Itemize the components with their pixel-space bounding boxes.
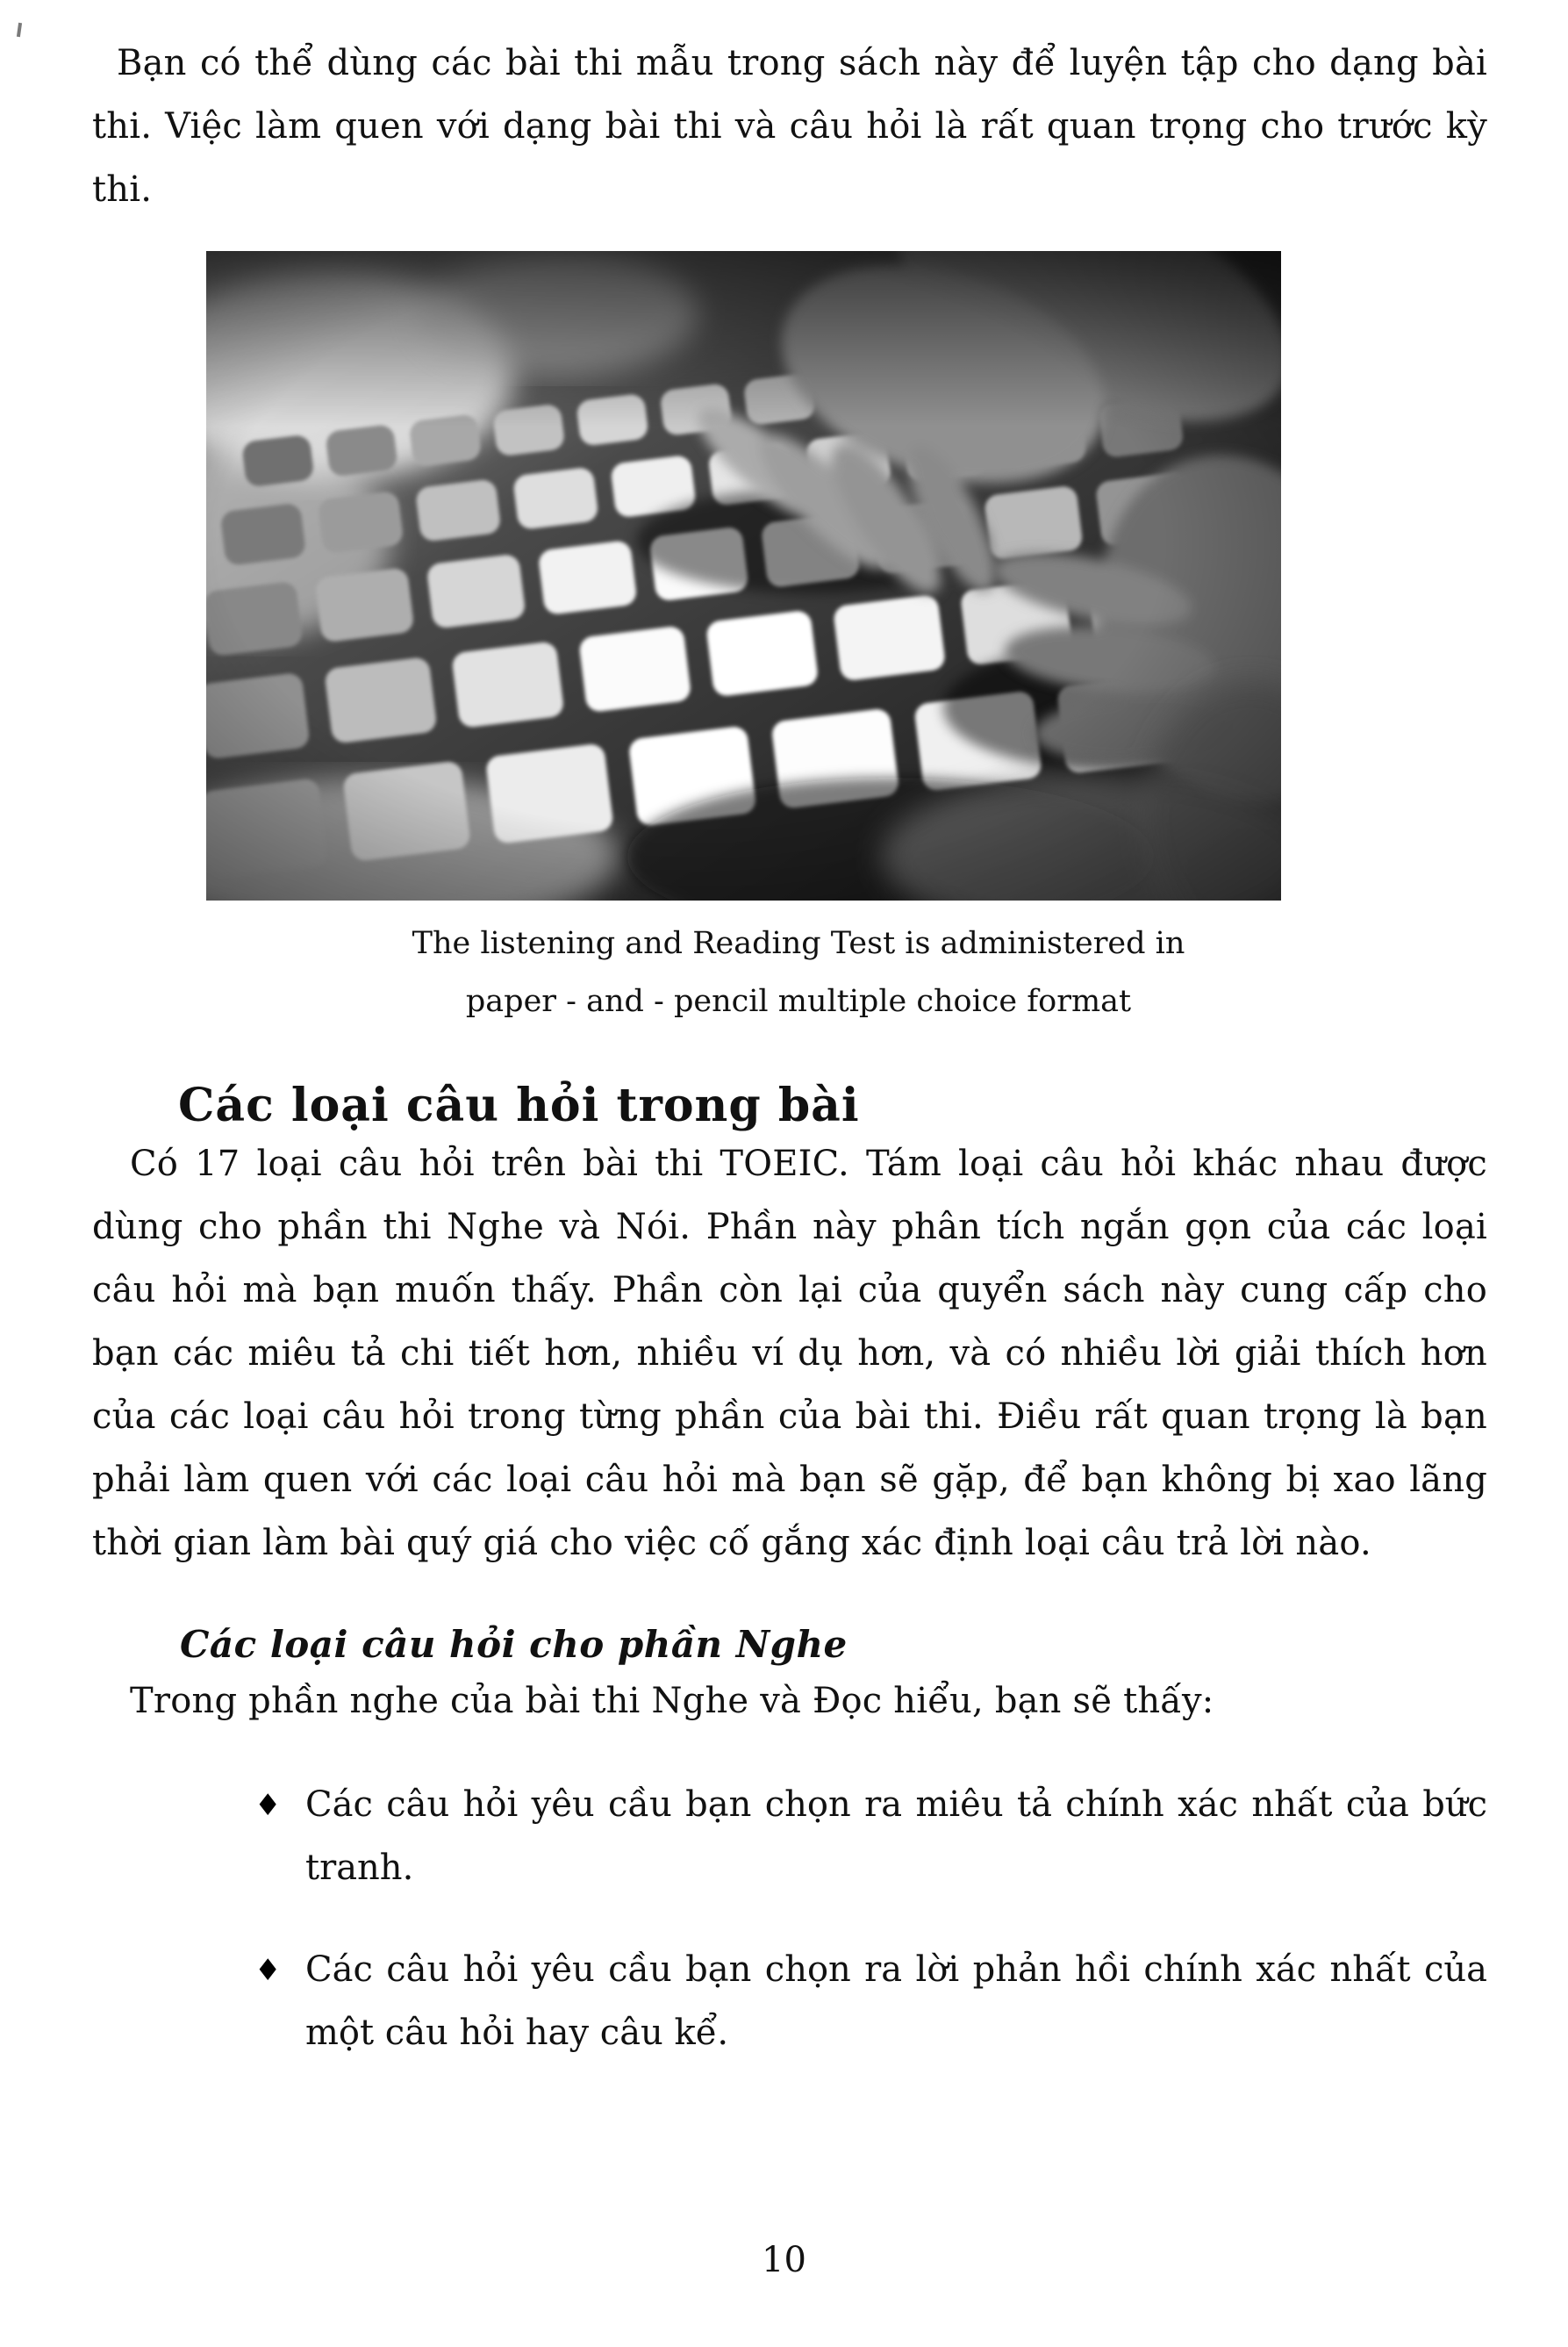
bullet-list bbox=[254, 1773, 1487, 2064]
diamond-bullet-icon: ♦ bbox=[254, 1953, 282, 1988]
keyboard-hands-photo bbox=[206, 251, 1281, 901]
list-item bbox=[254, 1938, 1487, 2064]
intro-paragraph: Bạn có thể dùng các bài thi mẫu trong sách này để luyện tập cho dạng bài thi. Việc làm quen với dạng bài thi và câu hỏi là rất quan trọng cho trước kỳ thi. bbox=[92, 43, 1487, 210]
caption-line-1: The listening and Reading Test is administered in bbox=[412, 926, 1185, 961]
section-heading: Các loại câu hỏi trong bài bbox=[178, 1079, 860, 1132]
photo-vignette bbox=[206, 251, 1281, 901]
subsection-heading: Các loại câu hỏi cho phần Nghe bbox=[180, 1623, 848, 1666]
list-item bbox=[254, 1773, 1487, 1899]
bullet-text: Các câu hỏi yêu cầu bạn chọn ra lời phản hồi chính xác nhất của một câu hỏi hay câu kể. bbox=[305, 1949, 1487, 2053]
diamond-bullet-icon: ♦ bbox=[254, 1788, 282, 1823]
bullet-text: Các câu hỏi yêu cầu bạn chọn ra miêu tả chính xác nhất của bức tranh. bbox=[305, 1784, 1487, 1888]
figure bbox=[206, 251, 1281, 1030]
scan-artifact bbox=[17, 23, 22, 37]
section-body-paragraph: Có 17 loại câu hỏi trên bài thi TOEIC. Tám loại câu hỏi khác nhau được dùng cho phần thi Nghe và Nói. Phần này phân tích ngắn gọn của các loại câu hỏi mà bạn muốn thấy. Phần còn lại của quyển sách này cung cấp cho bạn các miêu tả chi tiết hơn, nhiều ví dụ hơn, và có nhiều lời giải thích hơn của các loại câu hỏi trong từng phần của bài thi. Điều rất quan trọng là bạn phải làm quen với các loại câu hỏi mà bạn sẽ gặp, để bạn không bị xao lãng thời gian làm bài quý giá cho việc cố gắng xác định loại câu trả lời nào. bbox=[92, 1144, 1487, 1563]
caption-line-2: paper - and - pencil multiple choice format bbox=[465, 984, 1132, 1019]
page-number: 10 bbox=[762, 2240, 806, 2280]
figure-caption bbox=[175, 915, 1421, 1030]
listening-intro: Trong phần nghe của bài thi Nghe và Đọc hiểu, bạn sẽ thấy: bbox=[130, 1681, 1214, 1721]
